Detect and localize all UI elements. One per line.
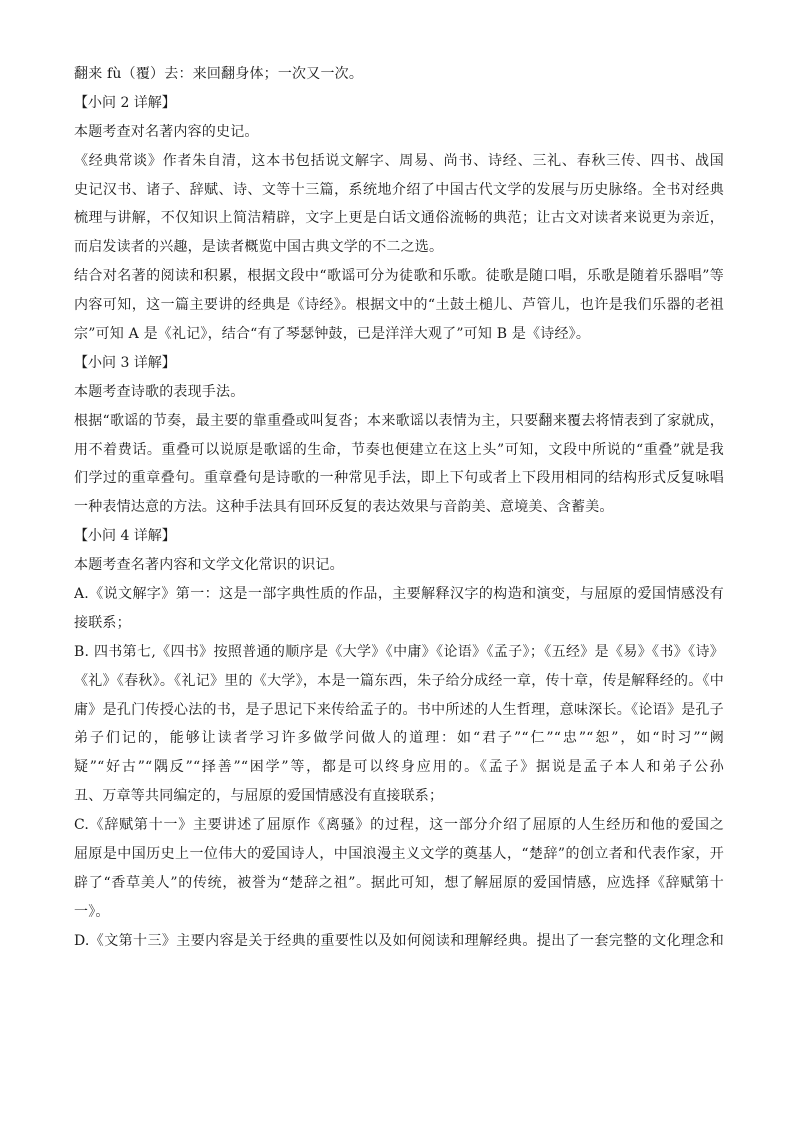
text-line: 接联系； [74,614,131,631]
text-line: 宗”可知 A 是《礼记》，结合“有了琴瑟钟鼓，已是洋洋大观了”可知 B 是《诗经》。 [74,326,591,343]
text-line: C.《辞赋第十一》主要讲述了屈原作《离骚》的过程，这一部分介绍了屈原的人生经历和他的爱国之 [74,817,724,834]
text-line: 一种表情达意的方法。这种手法具有回环反复的表达效果与音韵美、意境美、含蓄美。 [74,499,614,516]
text-line: 屈原是中国历史上一位伟大的爱国诗人，中国浪漫主义文学的奠基人，“楚辞”的创立者和代表作家，开 [74,846,724,863]
text-line: 本题考查对名著内容的史记。 [74,123,259,140]
text-line: 而启发读者的兴趣，是读者概览中国古典文学的不二之选。 [74,239,444,256]
text-line: 一》。 [74,903,110,920]
text-line: 梳理与讲解，不仅知识上简洁精辟，文字上更是白话文通俗流畅的典范；让古文对读者来说更为亲近， [74,210,724,227]
text-line: 用不着费话。重叠可以说原是歌谣的生命，节奏也便建立在这上头”可知，文段中所说的“重叠”就是我 [74,441,724,458]
text-line: 弟子们记的，能够让读者学习许多做学问做人的道理：如“君子”“仁”“忠”“恕”，如“时习”“阙 [74,730,724,747]
text-line: 《礼》《春秋》。《礼记》里的《大学》，本是一篇东西，朱子给分成经一章，传十章，传是解释经的。《中 [74,672,724,689]
text-line: 本题考查诗歌的表现手法。 [74,383,245,400]
text-line: 疑”“好古”“隅反”“择善”“困学”等，都是可以终身应用的。《孟子》据说是孟子本人和弟子公孙 [74,759,724,776]
text-line: 翻来 fù（覆）去：来回翻身体；一次又一次。 [74,66,364,82]
text-line: 内容可知，这一篇主要讲的经典是《诗经》。根据文中的“土鼓土槌儿、芦管儿，也许是我们乐器的老祖 [74,297,724,314]
text-line: 本题考查名著内容和文学文化常识的识记。 [74,557,344,574]
text-line: 们学过的重章叠句。重章叠句是诗歌的一种常见手法，即上下句或者上下段用相同的结构形式反复咏唱 [74,470,724,487]
text-line: A.《说文解字》第一：这是一部字典性质的作品，主要解释汉字的构造和演变，与屈原的爱国情感没有 [74,586,724,603]
text-line: 丑、万章等共同编定的，与屈原的爱国情感没有直接联系； [74,788,444,805]
document-page [74,62,724,953]
section-heading: 【小问 2 详解】 [74,94,176,111]
text-line: 庸》是孔门传授心法的书，是子思记下来传给孟子的。书中所述的人生哲理，意味深长。《论语》是孔子 [74,701,724,718]
text-line: 《经典常谈》作者朱自清，这本书包括说文解字、周易、尚书、诗经、三礼、春秋三传、四书、战国 [74,152,724,169]
section-heading: 【小问 3 详解】 [74,354,176,371]
text-line: 辟了“香草美人”的传统，被誉为“楚辞之祖”。据此可知，想了解屈原的爱国情感，应选择《辞赋第十 [74,874,724,891]
text-line: D.《文第十三》主要内容是关于经典的重要性以及如何阅读和理解经典。提出了一套完整的文化理念和 [74,932,724,949]
section-heading: 【小问 4 详解】 [74,528,176,545]
text-line: 根据“歌谣的节奏，最主要的靠重叠或叫复沓；本来歌谣以表情为主，只要翻来覆去将情表到了家就成， [74,412,724,429]
text-line: B. 四书第七,《四书》按照普通的顺序是《大学》《中庸》《论语》《孟子》；《五经》是《易》《书》《诗》 [74,643,724,660]
text-line: 史记汉书、诸子、辞赋、诗、文等十三篇，系统地介绍了中国古代文学的发展与历史脉络。全书对经典 [74,181,724,198]
text-line: 结合对名著的阅读和积累，根据文段中“歌谣可分为徒歌和乐歌。徒歌是随口唱，乐歌是随着乐器唱”等 [74,268,724,285]
